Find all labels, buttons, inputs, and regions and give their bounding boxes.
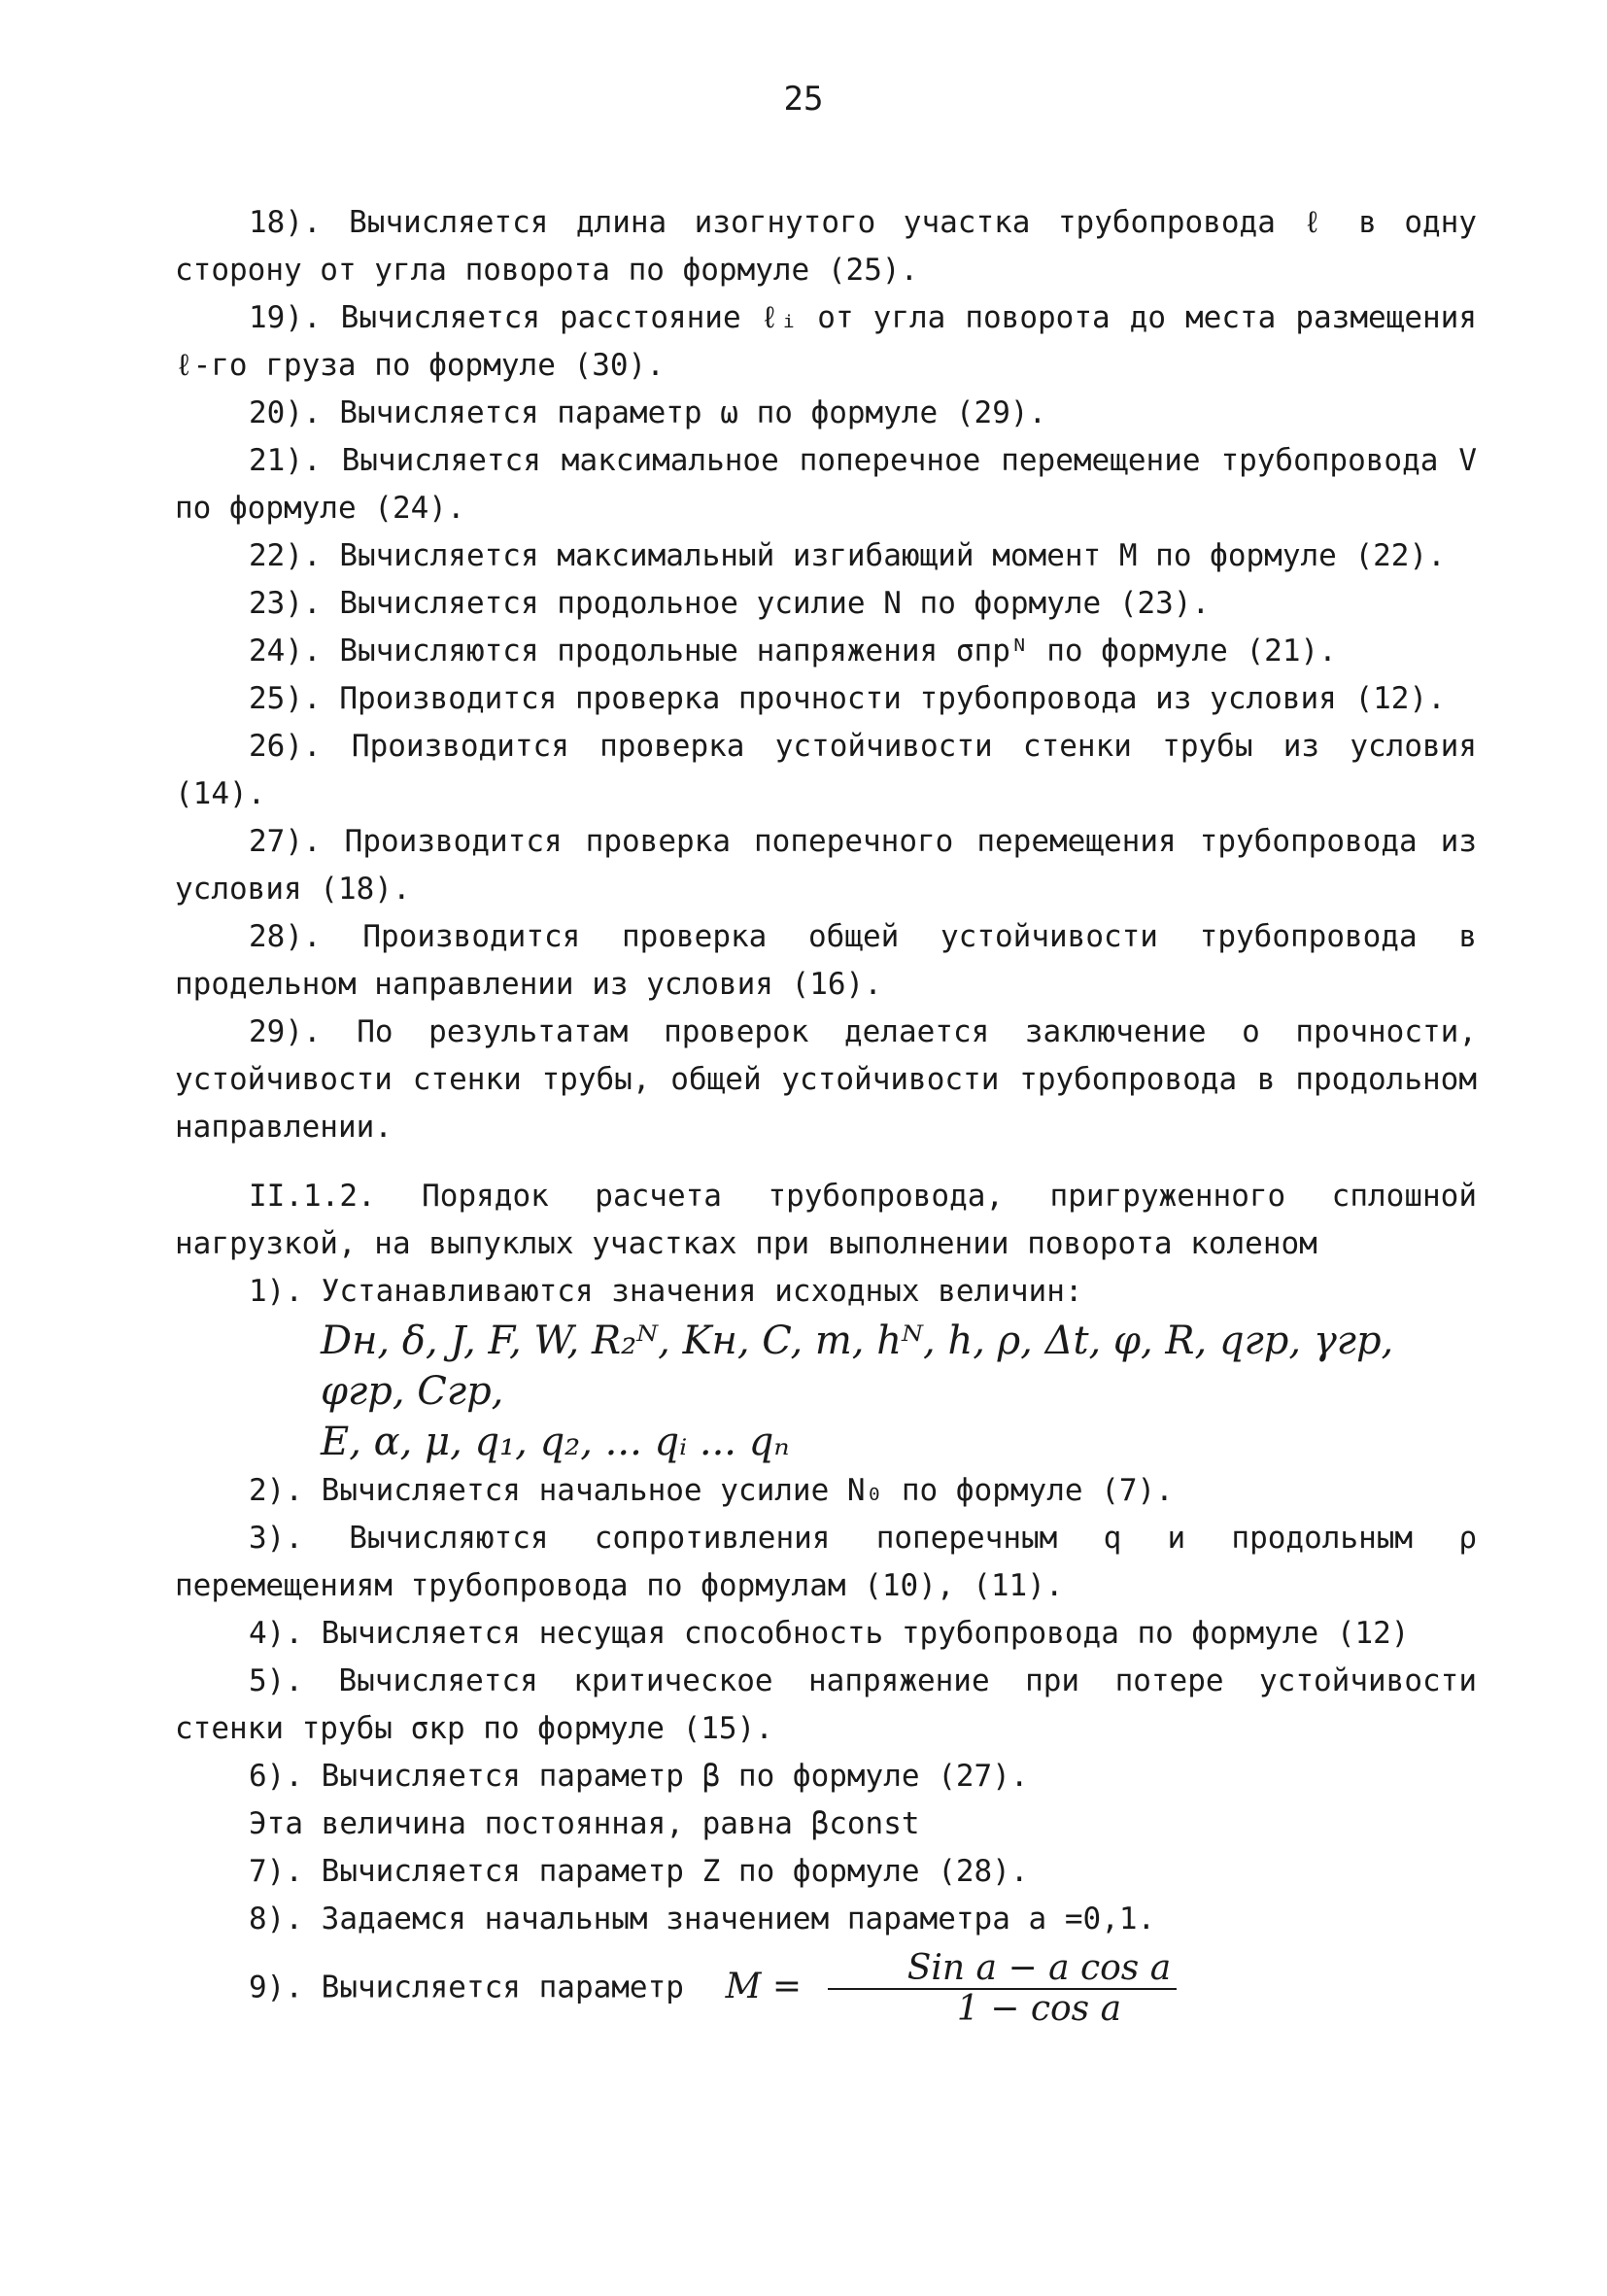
paragraph-19: 19). Вычисляется расстояние ℓᵢ от угла поворота до места размещения ℓ-го груза по формуле (30). — [175, 300, 1477, 383]
formula-fraction — [828, 1949, 1177, 2029]
paragraph-25: 25). Производится проверка прочности трубопровода из условия (12). — [249, 681, 1446, 716]
step-5: 5). Вычисляется критическое напряжение при потере устойчивости стенки трубы σкр по формуле (15). — [175, 1663, 1477, 1746]
page-number: 25 — [783, 80, 824, 119]
paragraph-29: 29). По результатам проверок делается заключение о прочности, устойчивости стенки трубы, общей устойчивости трубопровода в продольном направлении. — [175, 1014, 1477, 1145]
formula-numerator: Sin a − a cos a — [828, 1949, 1177, 1990]
step-3: 3). Вычисляются сопротивления поперечным q и продольным ρ перемещениям трубопровода по формулам (10), (11). — [175, 1521, 1477, 1603]
step-8: 8). Задаемся начальным значением параметра a =0,1. — [249, 1902, 1156, 1936]
step-4: 4). Вычисляется несущая способность трубопровода по формуле (12) — [249, 1616, 1410, 1651]
step-1: 1). Устанавливаются значения исходных величин: — [249, 1274, 1083, 1309]
step-6-note: Эта величина постоянная, равна βconst — [249, 1806, 920, 1841]
paragraph-27: 27). Производится проверка поперечного перемещения трубопровода из условия (18). — [175, 824, 1477, 907]
formula-lhs: M = — [725, 1966, 803, 2006]
formula-denominator: 1 − cos a — [956, 1989, 1122, 2029]
variables-line-2: E, α, μ, q₁, q₂, ... qᵢ ... qₙ — [321, 1420, 790, 1464]
paragraph-24: 24). Вычисляются продольные напряжения σпрᴺ по формуле (21). — [249, 634, 1337, 668]
step-2: 2). Вычисляется начальное усилие N₀ по формуле (7). — [249, 1473, 1174, 1508]
paragraph-21: 21). Вычисляется максимальное поперечное перемещение трубопровода V по формуле (24). — [175, 443, 1477, 526]
step-9-text: 9). Вычисляется параметр — [249, 1970, 684, 2005]
paragraph-22: 22). Вычисляется максимальный изгибающий момент M по формуле (22). — [249, 538, 1446, 573]
variables-line-1: Dн, δ, J, F, W, R₂ᴺ, Kн, C, m, hᴺ, h, ρ, Δt, φ, R, qгр, γгр, φгр, Cгр, — [321, 1319, 1394, 1414]
paragraph-26: 26). Производится проверка устойчивости стенки трубы из условия (14). — [175, 729, 1477, 811]
paragraph-20: 20). Вычисляется параметр ω по формуле (29). — [249, 395, 1047, 430]
paragraph-18: 18). Вычисляется длина изогнутого участка трубопровода ℓ в одну сторону от угла поворота по формуле (25). — [175, 205, 1477, 288]
paragraph-23: 23). Вычисляется продольное усилие N по формуле (23). — [249, 586, 1211, 621]
page-content — [175, 199, 1477, 2029]
step-9 — [175, 1949, 1477, 2029]
section-heading: II.1.2. Порядок расчета трубопровода, пригруженного сплошной нагрузкой, на выпуклых участках при выполнении поворота коленом — [175, 1179, 1477, 1261]
step-6: 6). Вычисляется параметр β по формуле (27). — [249, 1759, 1029, 1794]
paragraph-28: 28). Производится проверка общей устойчивости трубопровода в продельном направлении из условия (16). — [175, 919, 1477, 1002]
step-7: 7). Вычисляется параметр Z по формуле (28). — [249, 1854, 1029, 1889]
